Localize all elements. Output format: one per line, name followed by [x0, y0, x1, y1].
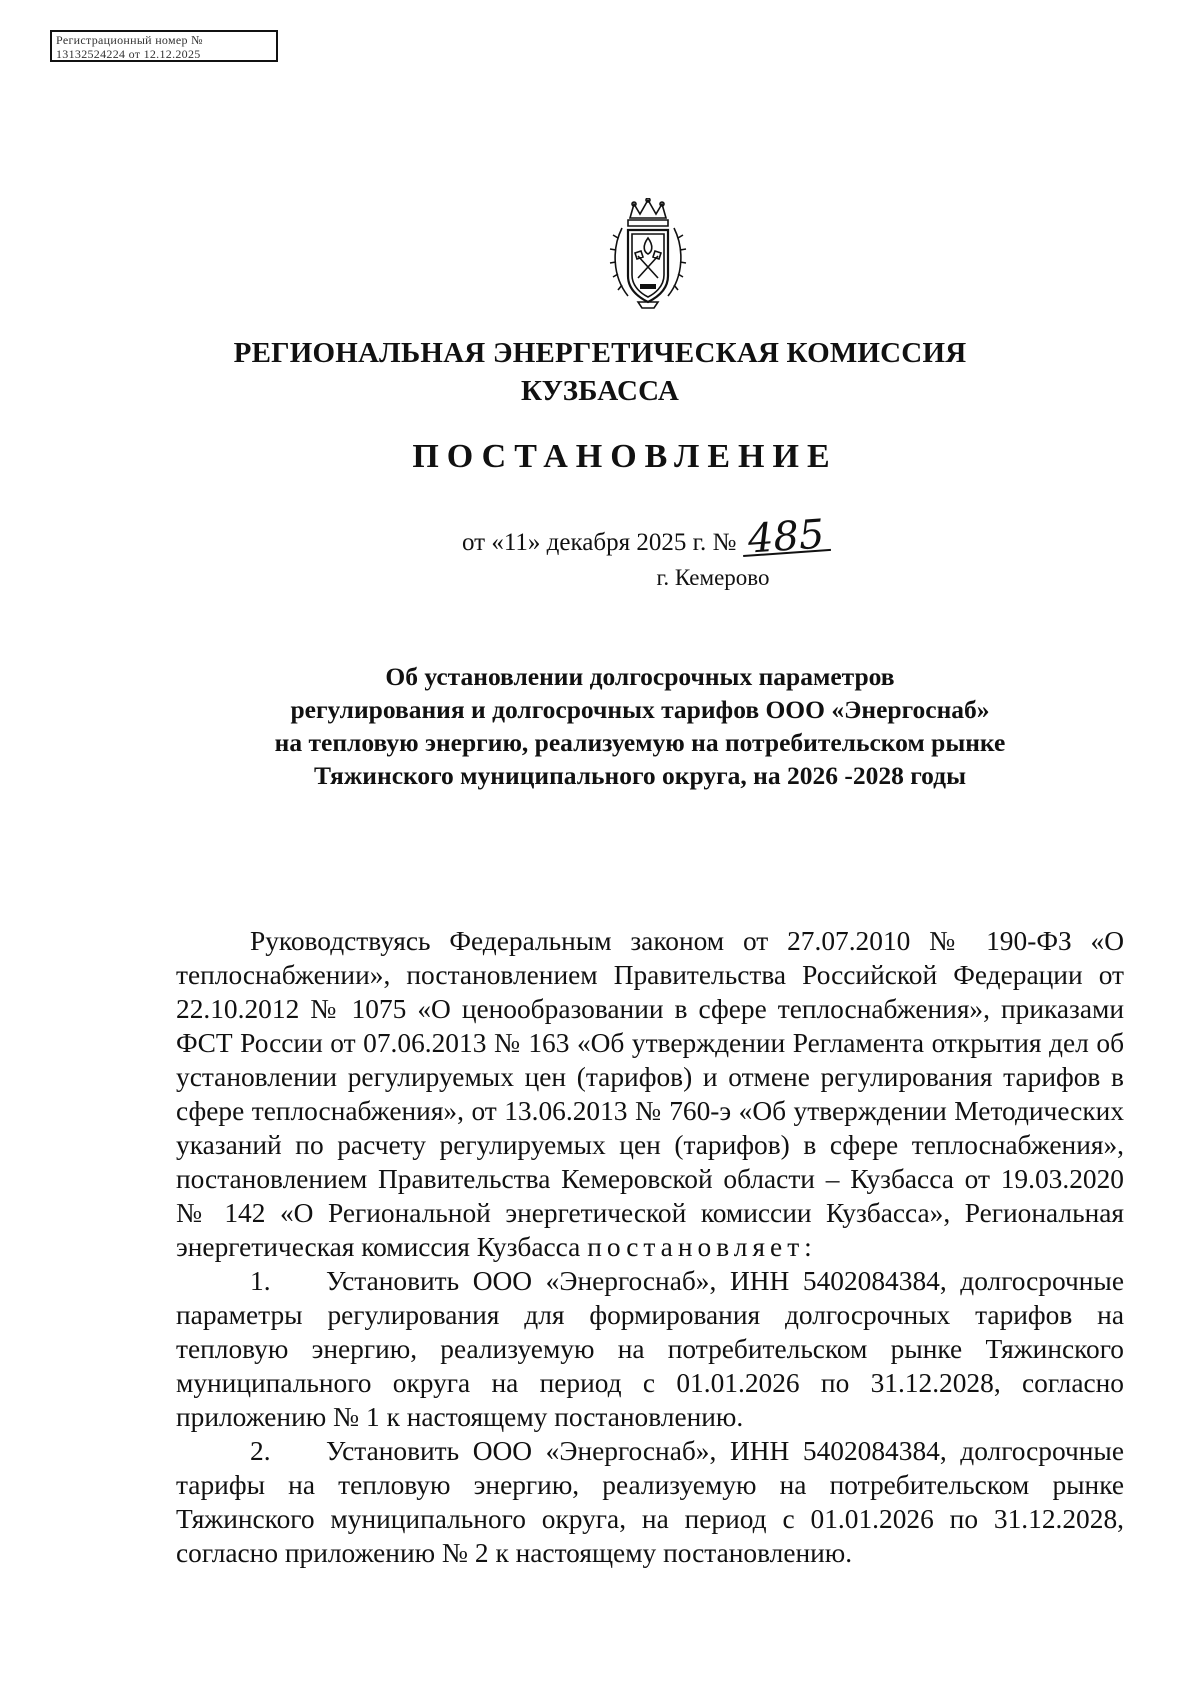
document-type: ПОСТАНОВЛЕНИЕ: [412, 438, 838, 475]
document-subject: [0, 660, 1200, 792]
resolves-word: постановляет:: [587, 1232, 817, 1262]
preamble-text: Руководствуясь Федеральным законом от 27.07.2010 № 190-ФЗ «О теплоснабжении», постановлением Правительства Российской Федерации от 22.10.2012 № 1075 «О ценообразовании в сфере теплоснабжения», приказами ФСТ России от 07.06.2013 № 163 «Об утверждении Регламента открытия дел об установлении регулируемых цен (тарифов) и отмене регулирования тарифов в сфере теплоснабжения», от 13.06.2013 № 760-э «Об утверждении Методических указаний по расчету регулируемых цен (тарифов) в сфере теплоснабжения», постановлением Правительства Кемеровской области – Кузбасса от 19.03.2020 № 142 «О Региональной энергетической комиссии Кузбасса», Региональная энергетическая комиссия Кузбасса: [176, 926, 1124, 1262]
list-item: [176, 1264, 1124, 1434]
preamble-paragraph: [176, 924, 1124, 1264]
subject-line4: Тяжинского муниципального округа, на 2026 -2028 годы: [313, 761, 966, 790]
document-body: [176, 924, 1124, 1570]
document-date: от «11» декабря 2025 г. №: [462, 529, 737, 556]
date-line: [462, 511, 831, 563]
item-number: 1.: [250, 1266, 271, 1296]
subject-line2: регулирования и долгосрочных тарифов ООО «Энергоснаб»: [290, 695, 990, 724]
list-item: [176, 1434, 1124, 1570]
document-number: 485: [741, 519, 831, 557]
subject-line1: Об установлении долгосрочных параметров: [385, 662, 895, 691]
city: г. Кемерово: [656, 565, 770, 590]
kuzbass-coat-of-arms-icon: [608, 198, 688, 310]
item-text: Установить ООО «Энергоснаб», ИНН 5402084384, долгосрочные тарифы на тепловую энергию, реализуемую на потребительском рынке Тяжинского муниципального округа, на период с 01.01.2026 по 31.12.2028, согласно приложению № 2 к настоящему постановлению.: [176, 1436, 1124, 1568]
organization-name-line2: КУЗБАССА: [521, 375, 679, 407]
item-number: 2.: [250, 1436, 271, 1466]
item-text: Установить ООО «Энергоснаб», ИНН 5402084384, долгосрочные параметры регулирования для формирования долгосрочных тарифов на тепловую энергию, реализуемую на потребительском рынке Тяжинского муниципального округа на период с 01.01.2026 по 31.12.2028, согласно приложению № 1 к настоящему постановлению.: [176, 1266, 1124, 1432]
registration-stamp: [50, 30, 278, 62]
organization-name: [0, 334, 1200, 410]
registration-stamp-line1: Регистрационный номер №: [56, 33, 203, 47]
organization-name-line1: РЕГИОНАЛЬНАЯ ЭНЕРГЕТИЧЕСКАЯ КОМИССИЯ: [233, 337, 967, 369]
registration-stamp-line2: 13132524224 от 12.12.2025: [56, 47, 201, 61]
subject-line3: на тепловую энергию, реализуемую на потребительском рынке: [274, 728, 1006, 757]
